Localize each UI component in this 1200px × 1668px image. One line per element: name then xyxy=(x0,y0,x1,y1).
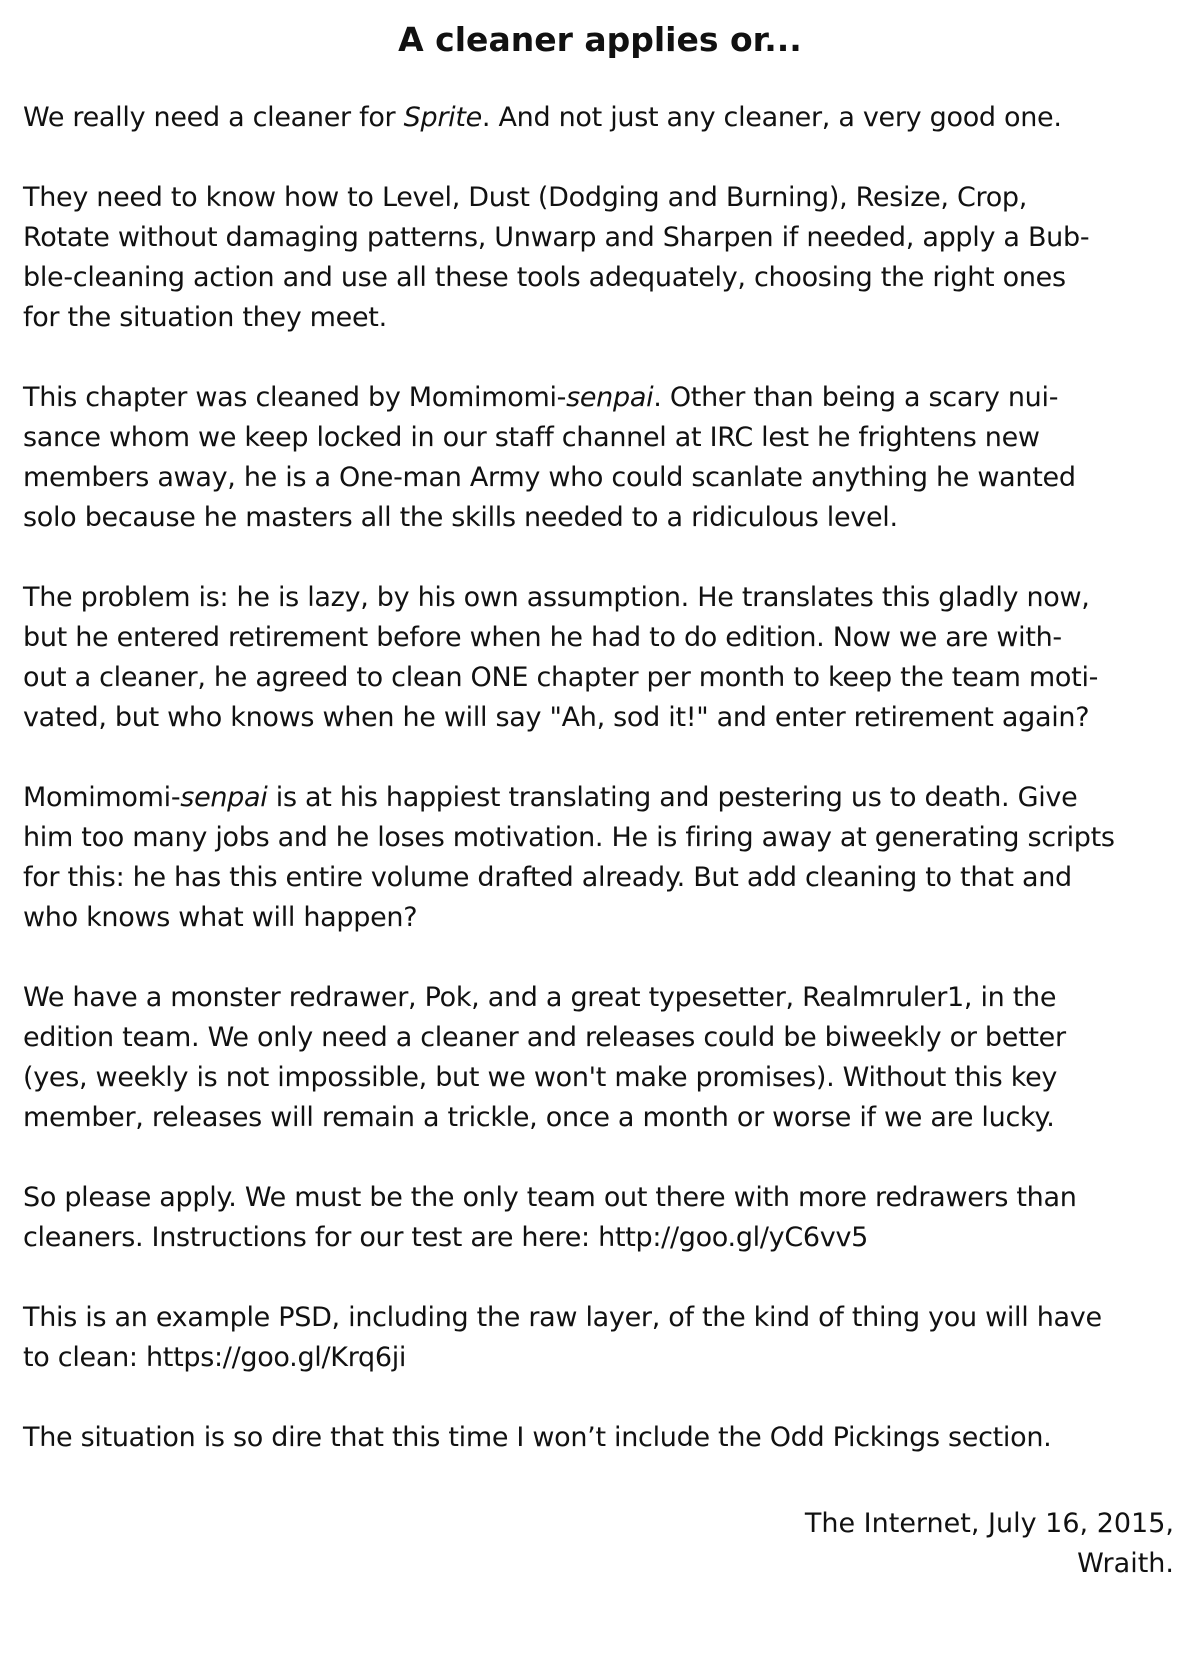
text-run: So please apply. We must be the only team out there with more redrawers than xyxy=(23,1182,1077,1213)
text-line xyxy=(23,1418,1173,1458)
text-line xyxy=(23,1178,1173,1218)
text-run: We really need a cleaner for xyxy=(23,102,404,133)
text-line xyxy=(23,1058,1173,1098)
text-run: They need to know how to Level, Dust (Dodging and Burning), Resize, Crop, xyxy=(23,182,1028,213)
text-line xyxy=(23,98,1173,138)
paragraph xyxy=(23,578,1173,738)
text-run: solo because he masters all the skills needed to a ridiculous level. xyxy=(23,502,898,533)
text-run: for the situation they meet. xyxy=(23,302,387,333)
italic-text: senpai xyxy=(566,382,654,413)
text-run: out a cleaner, he agreed to clean ONE chapter per month to keep the team moti- xyxy=(23,662,1099,693)
text-line xyxy=(23,858,1173,898)
body-text xyxy=(23,98,1173,1498)
paragraph xyxy=(23,178,1173,338)
signature-place-date: The Internet, July 16, 2015, xyxy=(804,1508,1174,1539)
text-run: who knows what will happen? xyxy=(23,902,418,933)
text-line xyxy=(23,818,1173,858)
signature-name: Wraith. xyxy=(1077,1548,1174,1579)
text-line xyxy=(23,258,1173,298)
italic-text: senpai xyxy=(180,782,268,813)
text-line xyxy=(23,1098,1173,1138)
text-line xyxy=(23,898,1173,938)
text-line xyxy=(23,458,1173,498)
text-line xyxy=(23,1338,1173,1378)
text-line xyxy=(23,698,1173,738)
signature-block xyxy=(805,1504,1174,1584)
paragraph xyxy=(23,378,1173,538)
text-line xyxy=(23,378,1173,418)
text-line xyxy=(23,1218,1173,1258)
text-run: The situation is so dire that this time I won’t include the Odd Pickings section. xyxy=(23,1422,1052,1453)
text-run: Momimomi- xyxy=(23,782,181,813)
text-line xyxy=(23,618,1173,658)
text-line xyxy=(23,218,1173,258)
page-title: A cleaner applies or... xyxy=(398,20,802,59)
paragraph xyxy=(23,778,1173,938)
text-run: . And not just any cleaner, a very good one. xyxy=(481,102,1062,133)
text-line xyxy=(23,1018,1173,1058)
text-run: member, releases will remain a trickle, once a month or worse if we are lucky. xyxy=(23,1102,1055,1133)
text-run: but he entered retirement before when he had to do edition. Now we are with- xyxy=(23,622,1062,653)
text-run: . Other than being a scary nui- xyxy=(653,382,1059,413)
text-line xyxy=(23,418,1173,458)
paragraph xyxy=(23,1298,1173,1378)
paragraph xyxy=(23,978,1173,1138)
paragraph xyxy=(23,1178,1173,1258)
text-line xyxy=(23,178,1173,218)
text-run: This chapter was cleaned by Momimomi- xyxy=(23,382,567,413)
text-run: ble-cleaning action and use all these tools adequately, choosing the right ones xyxy=(23,262,1066,293)
text-run: The problem is: he is lazy, by his own assumption. He translates this gladly now, xyxy=(23,582,1090,613)
italic-text: Sprite xyxy=(403,102,482,133)
text-run: for this: he has this entire volume drafted already. But add cleaning to that and xyxy=(23,862,1072,893)
text-line xyxy=(23,778,1173,818)
text-run: This is an example PSD, including the raw layer, of the kind of thing you will have xyxy=(23,1302,1102,1333)
text-run: him too many jobs and he loses motivation. He is firing away at generating scripts xyxy=(23,822,1115,853)
text-run: (yes, weekly is not impossible, but we won't make promises). Without this key xyxy=(23,1062,1058,1093)
paragraph xyxy=(23,1418,1173,1458)
text-run: cleaners. Instructions for our test are here: http://goo.gl/yC6vv5 xyxy=(23,1222,869,1253)
text-run: edition team. We only need a cleaner and releases could be biweekly or better xyxy=(23,1022,1066,1053)
text-run: vated, but who knows when he will say "Ah, sod it!" and enter retirement again? xyxy=(23,702,1090,733)
text-run: sance whom we keep locked in our staff channel at IRC lest he frightens new xyxy=(23,422,1040,453)
text-line xyxy=(23,658,1173,698)
text-line xyxy=(23,498,1173,538)
text-line xyxy=(23,1298,1173,1338)
text-line xyxy=(23,578,1173,618)
text-line xyxy=(23,298,1173,338)
text-line xyxy=(23,978,1173,1018)
text-run: is at his happiest translating and pestering us to death. Give xyxy=(267,782,1078,813)
text-run: We have a monster redrawer, Pok, and a great typesetter, Realmruler1, in the xyxy=(23,982,1057,1013)
text-run: to clean: https://goo.gl/Krq6ji xyxy=(23,1342,407,1373)
text-run: Rotate without damaging patterns, Unwarp and Sharpen if needed, apply a Bub- xyxy=(23,222,1090,253)
paragraph xyxy=(23,98,1173,138)
text-run: members away, he is a One-man Army who could scanlate anything he wanted xyxy=(23,462,1076,493)
